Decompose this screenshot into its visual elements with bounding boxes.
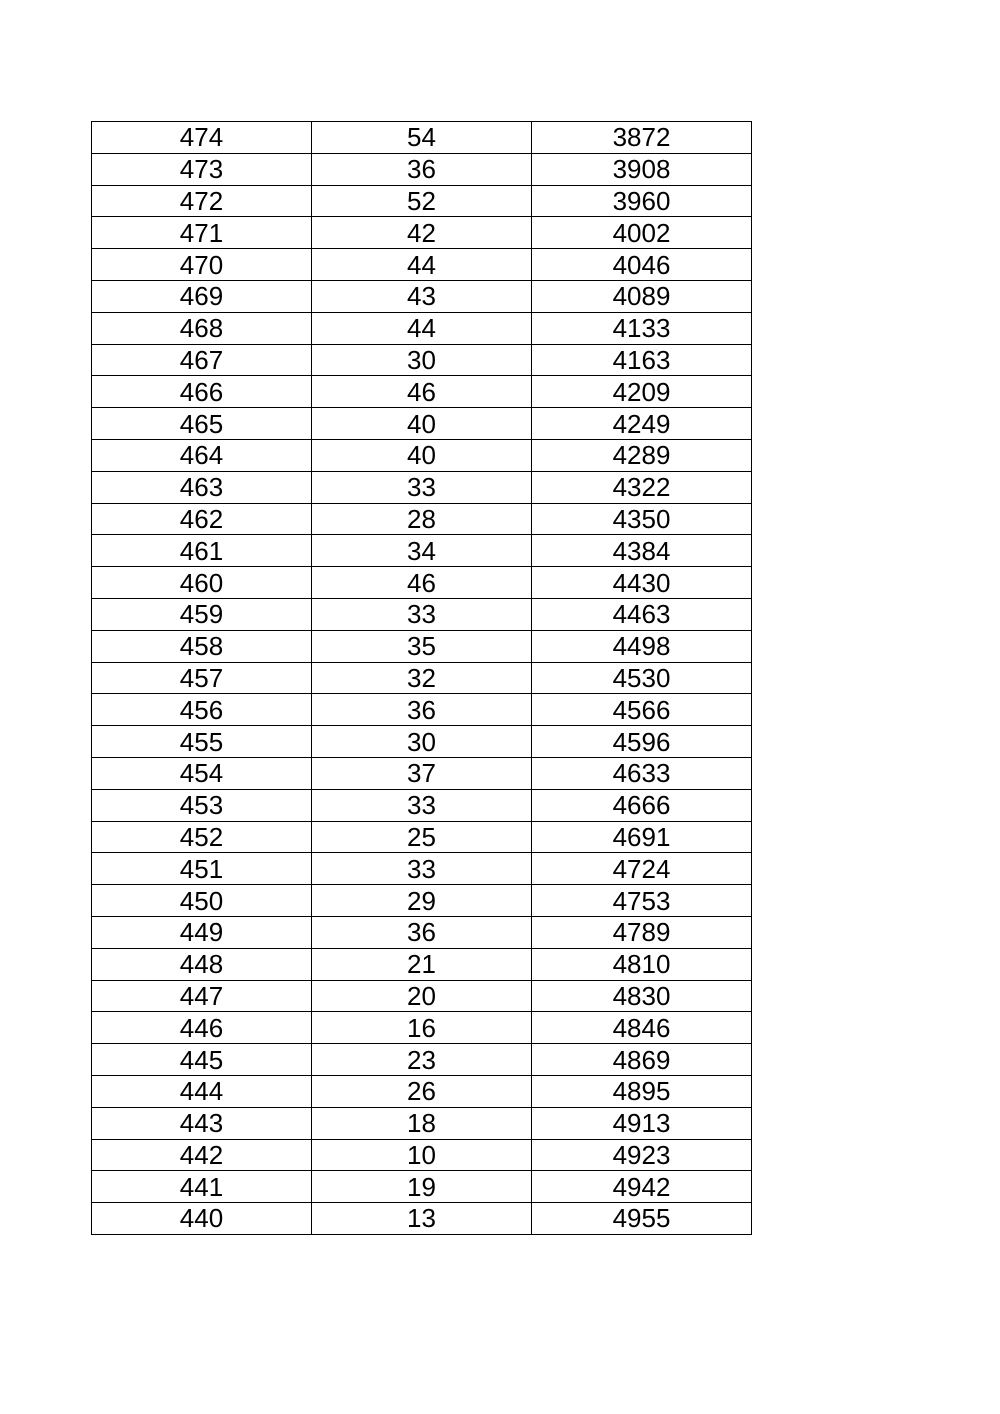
cumulative-cell: 4810 xyxy=(532,948,752,980)
score-cell: 448 xyxy=(92,948,312,980)
count-cell: 33 xyxy=(312,471,532,503)
count-cell: 40 xyxy=(312,439,532,471)
table-row xyxy=(92,217,752,249)
score-cell: 474 xyxy=(92,122,312,154)
score-cell: 451 xyxy=(92,853,312,885)
cumulative-cell: 4046 xyxy=(532,249,752,281)
table-row xyxy=(92,312,752,344)
count-cell: 37 xyxy=(312,757,532,789)
cumulative-cell: 4789 xyxy=(532,916,752,948)
score-cell: 459 xyxy=(92,598,312,630)
table-row xyxy=(92,567,752,599)
count-cell: 21 xyxy=(312,948,532,980)
score-cell: 462 xyxy=(92,503,312,535)
cumulative-cell: 4691 xyxy=(532,821,752,853)
count-cell: 44 xyxy=(312,249,532,281)
count-cell: 34 xyxy=(312,535,532,567)
table-row xyxy=(92,1107,752,1139)
table-row xyxy=(92,1139,752,1171)
count-cell: 52 xyxy=(312,185,532,217)
count-cell: 26 xyxy=(312,1075,532,1107)
cumulative-cell: 4955 xyxy=(532,1203,752,1235)
score-cell: 467 xyxy=(92,344,312,376)
count-cell: 29 xyxy=(312,885,532,917)
count-cell: 20 xyxy=(312,980,532,1012)
table-row xyxy=(92,789,752,821)
score-cell: 469 xyxy=(92,280,312,312)
score-cell: 442 xyxy=(92,1139,312,1171)
score-cell: 472 xyxy=(92,185,312,217)
cumulative-cell: 3960 xyxy=(532,185,752,217)
score-cell: 444 xyxy=(92,1075,312,1107)
count-cell: 28 xyxy=(312,503,532,535)
score-cell: 449 xyxy=(92,916,312,948)
count-cell: 54 xyxy=(312,122,532,154)
cumulative-cell: 4289 xyxy=(532,439,752,471)
count-cell: 25 xyxy=(312,821,532,853)
cumulative-cell: 4463 xyxy=(532,598,752,630)
cumulative-cell: 4666 xyxy=(532,789,752,821)
count-cell: 23 xyxy=(312,1044,532,1076)
cumulative-cell: 4566 xyxy=(532,694,752,726)
table-row xyxy=(92,1075,752,1107)
score-cell: 454 xyxy=(92,757,312,789)
cumulative-cell: 4249 xyxy=(532,408,752,440)
cumulative-cell: 4869 xyxy=(532,1044,752,1076)
table-row xyxy=(92,630,752,662)
count-cell: 46 xyxy=(312,376,532,408)
count-cell: 30 xyxy=(312,344,532,376)
score-cell: 456 xyxy=(92,694,312,726)
table-row xyxy=(92,280,752,312)
count-cell: 18 xyxy=(312,1107,532,1139)
cumulative-cell: 4163 xyxy=(532,344,752,376)
count-cell: 46 xyxy=(312,567,532,599)
cumulative-cell: 4089 xyxy=(532,280,752,312)
score-cell: 466 xyxy=(92,376,312,408)
table-row xyxy=(92,885,752,917)
table-row xyxy=(92,153,752,185)
cumulative-cell: 4384 xyxy=(532,535,752,567)
table-row xyxy=(92,122,752,154)
score-cell: 473 xyxy=(92,153,312,185)
count-cell: 32 xyxy=(312,662,532,694)
table-row xyxy=(92,916,752,948)
cumulative-cell: 3872 xyxy=(532,122,752,154)
cumulative-cell: 4596 xyxy=(532,726,752,758)
cumulative-cell: 4209 xyxy=(532,376,752,408)
score-cell: 453 xyxy=(92,789,312,821)
score-cell: 464 xyxy=(92,439,312,471)
table-row xyxy=(92,662,752,694)
count-cell: 43 xyxy=(312,280,532,312)
cumulative-cell: 4530 xyxy=(532,662,752,694)
count-cell: 33 xyxy=(312,598,532,630)
table-row xyxy=(92,1012,752,1044)
count-cell: 40 xyxy=(312,408,532,440)
cumulative-cell: 3908 xyxy=(532,153,752,185)
score-cell: 452 xyxy=(92,821,312,853)
count-cell: 36 xyxy=(312,153,532,185)
cumulative-cell: 4913 xyxy=(532,1107,752,1139)
cumulative-cell: 4846 xyxy=(532,1012,752,1044)
count-cell: 16 xyxy=(312,1012,532,1044)
score-cell: 443 xyxy=(92,1107,312,1139)
score-cell: 460 xyxy=(92,567,312,599)
cumulative-cell: 4430 xyxy=(532,567,752,599)
score-cell: 446 xyxy=(92,1012,312,1044)
score-cell: 440 xyxy=(92,1203,312,1235)
table-row xyxy=(92,249,752,281)
table-row xyxy=(92,694,752,726)
table-row xyxy=(92,726,752,758)
score-cell: 471 xyxy=(92,217,312,249)
count-cell: 44 xyxy=(312,312,532,344)
score-cell: 461 xyxy=(92,535,312,567)
table-row xyxy=(92,185,752,217)
cumulative-cell: 4923 xyxy=(532,1139,752,1171)
cumulative-cell: 4895 xyxy=(532,1075,752,1107)
table-row xyxy=(92,503,752,535)
score-cell: 447 xyxy=(92,980,312,1012)
score-cell: 457 xyxy=(92,662,312,694)
table-row xyxy=(92,471,752,503)
cumulative-cell: 4942 xyxy=(532,1171,752,1203)
score-table xyxy=(91,121,752,1235)
table-row xyxy=(92,535,752,567)
cumulative-cell: 4633 xyxy=(532,757,752,789)
count-cell: 33 xyxy=(312,789,532,821)
score-table-body xyxy=(92,122,752,1235)
cumulative-cell: 4322 xyxy=(532,471,752,503)
table-row xyxy=(92,980,752,1012)
score-cell: 455 xyxy=(92,726,312,758)
cumulative-cell: 4753 xyxy=(532,885,752,917)
table-row xyxy=(92,821,752,853)
score-cell: 441 xyxy=(92,1171,312,1203)
table-row xyxy=(92,439,752,471)
count-cell: 30 xyxy=(312,726,532,758)
count-cell: 36 xyxy=(312,916,532,948)
score-cell: 463 xyxy=(92,471,312,503)
table-row xyxy=(92,1171,752,1203)
score-cell: 470 xyxy=(92,249,312,281)
table-row xyxy=(92,1203,752,1235)
cumulative-cell: 4498 xyxy=(532,630,752,662)
score-cell: 468 xyxy=(92,312,312,344)
count-cell: 10 xyxy=(312,1139,532,1171)
table-row xyxy=(92,344,752,376)
score-cell: 458 xyxy=(92,630,312,662)
count-cell: 36 xyxy=(312,694,532,726)
table-row xyxy=(92,948,752,980)
table-row xyxy=(92,853,752,885)
cumulative-cell: 4830 xyxy=(532,980,752,1012)
count-cell: 13 xyxy=(312,1203,532,1235)
score-cell: 445 xyxy=(92,1044,312,1076)
table-row xyxy=(92,376,752,408)
cumulative-cell: 4002 xyxy=(532,217,752,249)
cumulative-cell: 4724 xyxy=(532,853,752,885)
count-cell: 19 xyxy=(312,1171,532,1203)
score-cell: 465 xyxy=(92,408,312,440)
cumulative-cell: 4133 xyxy=(532,312,752,344)
table-row xyxy=(92,1044,752,1076)
count-cell: 33 xyxy=(312,853,532,885)
table-row xyxy=(92,757,752,789)
count-cell: 35 xyxy=(312,630,532,662)
table-row xyxy=(92,408,752,440)
count-cell: 42 xyxy=(312,217,532,249)
table-row xyxy=(92,598,752,630)
score-cell: 450 xyxy=(92,885,312,917)
cumulative-cell: 4350 xyxy=(532,503,752,535)
